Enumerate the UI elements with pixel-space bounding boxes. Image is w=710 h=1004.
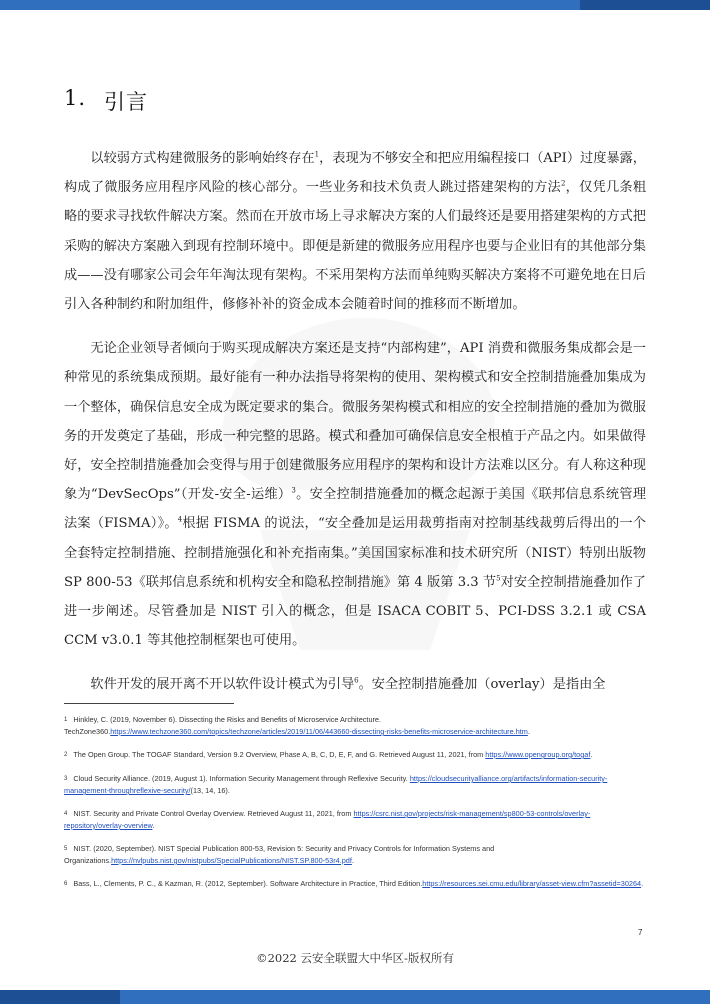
footnote-trailing: . — [641, 879, 644, 888]
paragraph-text: 对安全控制措施叠加作了进一步阐述。尽管叠加是 NIST 引入的概念，但是 ISACA COBIT 5、PCI-DSS 3.2.1 或 CSA CCM v3.0.1 等其他控制框架也可使用。 — [64, 574, 646, 649]
paragraph-text: 以较弱方式构建微服务的影响始终存在 — [90, 151, 315, 166]
footnote-trailing: . — [351, 856, 354, 865]
main-content — [64, 86, 646, 715]
footnote-item — [64, 773, 646, 796]
footnote-link[interactable]: https://cloudsecurityalliance.org/artifacts/information-security-management-throughreflexive-security/ — [64, 774, 608, 795]
body-paragraph — [64, 670, 646, 699]
paragraph-text: 无论企业领导者倾向于购买现成解决方案还是支持“内部构建”，API 消费和微服务集成都会是一种常见的系统集成预期。最好能有一种办法指导将架构的使用、架构模式和安全控制措施叠加集成为一个整体，确保信息安全成为既定要求的集合。微服务架构模式和相应的安全控制措施的叠加为微服务的开发奠定了基础，形成一种完整的思路。模式和叠加可确保信息安全根植于产品之内。如果做得好，安全控制措施叠加会变得与用于创建微服务应用程序的架构和设计方法难以区分。有人称这种现象为“DevSecOps”（开发-安全-运维） — [64, 341, 646, 503]
bottom-decor-band — [0, 990, 710, 1004]
footnote-marker[interactable]: 1 — [314, 150, 320, 159]
footnote-link[interactable]: https://csrc.nist.gov/projects/risk-management/sp800-53-controls/overlay-repository/overlay-overview — [64, 809, 591, 830]
footnote-trailing: . — [152, 821, 155, 830]
page-number: 7 — [638, 928, 643, 937]
top-decor-band — [0, 0, 710, 10]
paragraph-text: 软件开发的展开离不开以软件设计模式为引导 — [90, 677, 355, 693]
bottom-decor-accent — [0, 990, 120, 1004]
paragraph-text: 。安全控制措施叠加的概念起源于美国《联邦信息系统管理法案（FISMA）》。 — [64, 487, 647, 532]
footnote-link[interactable]: https://resources.sei.cmu.edu/library/asset-view.cfm?assetid=30264 — [422, 879, 642, 888]
footnote-marker[interactable]: 5 — [496, 574, 501, 583]
footnote-item — [64, 843, 646, 866]
section-heading — [64, 86, 646, 116]
paragraph-text: ，表现为不够安全和把应用编程接口（API）过度暴露，构成了微服务应用程序风险的核心部分。一些业务和技术负责人跳过搭建架构的方法 — [64, 151, 646, 196]
footnote-text: Hinkley, C. (2019, November 6). Dissecting the Risks and Benefits of Microservice Architecture. TechZone360. — [64, 715, 382, 736]
footnote-separator — [64, 703, 234, 704]
footnote-number: 1 — [64, 717, 68, 723]
footnote-trailing: . — [590, 750, 593, 759]
footnote-text: NIST. Security and Private Control Overlay Overview. Retrieved August 11, 2021, from — [73, 809, 354, 818]
section-title: 引言 — [104, 90, 149, 114]
footnote-text: Cloud Security Alliance. (2019, August 1). Information Security Management through Reflexive Security. — [73, 774, 410, 783]
footnote-item — [64, 714, 646, 737]
footnote-item — [64, 878, 646, 890]
footnote-text: NIST. (2020, September). NIST Special Publication 800-53, Revision 5: Security and Privacy Controls for Information Systems and Organizations. — [64, 844, 495, 865]
footnote-item — [64, 749, 646, 761]
paragraph-text: 。安全控制措施叠加（overlay）是指由全 — [358, 677, 606, 693]
copyright-notice: ©2022 云安全联盟大中华区-版权所有 — [256, 951, 454, 965]
footnote-marker[interactable]: 4 — [177, 516, 183, 525]
section-number: 1. — [64, 86, 87, 110]
footnote-link[interactable]: https://www.opengroup.org/togaf — [485, 750, 591, 759]
footnote-trailing: (13, 14, 16). — [190, 786, 230, 795]
footnote-text: The Open Group. The TOGAF Standard, Version 9.2 Overview, Phase A, B, C, D, E, F, and G. Retrieved August 11, 2021, from — [73, 750, 486, 759]
paragraph-text: ，仅凭几条粗略的要求寻找软件解决方案。然而在开放市场上寻求解决方案的人们最终还是要用搭建架构的方式把采购的解决方案融入到现有控制环境中。即便是新建的微服务应用程序也要与企业旧有的其他部分集成——没有哪家公司会年年淘汰现有架构。不采用架构方法而单纯购买解决方案将不可避免地在日后引入各种制约和附加组件，修修补补的资金成本会随着时间的推移而不断增加。 — [64, 180, 647, 313]
footnote-item — [64, 808, 646, 831]
footnote-marker[interactable]: 3 — [291, 486, 296, 495]
footnote-number: 3 — [64, 776, 68, 782]
footnote-number: 5 — [64, 846, 68, 852]
footnote-number: 2 — [64, 752, 68, 758]
body-paragraph — [64, 144, 646, 319]
footnote-number: 6 — [64, 881, 68, 887]
footnote-number: 4 — [64, 811, 68, 817]
top-decor-accent — [580, 0, 710, 10]
body-text — [64, 144, 646, 700]
footnote-text: Bass, L., Clements, P. C., & Kazman, R. (2012, September). Software Architecture in Practice, Third Edition. — [73, 879, 423, 888]
paragraph-text: 根据 FISMA 的说法，“安全叠加是运用裁剪指南对控制基线裁剪后得出的一个全套特定控制措施、控制措施强化和补充指南集。”美国国家标准和技术研究所（NIST）特别出版物 SP 800-53《联邦信息系统和机构安全和隐私控制措施》第 4 版第 3.3 节 — [64, 516, 646, 590]
footnote-link[interactable]: https://nvlpubs.nist.gov/nistpubs/SpecialPublications/NIST.SP.800-53r4.pdf — [111, 856, 352, 865]
footnote-trailing: . — [527, 727, 530, 736]
footnote-link[interactable]: https://www.techzone360.com/topics/techzone/articles/2019/11/06/443660-dissecting-risks-benefits-microservice-architecture.htm — [110, 727, 528, 736]
footnotes — [64, 714, 646, 902]
body-paragraph — [64, 334, 646, 655]
footnote-marker[interactable]: 2 — [560, 179, 566, 188]
footnote-marker[interactable]: 6 — [354, 677, 359, 686]
